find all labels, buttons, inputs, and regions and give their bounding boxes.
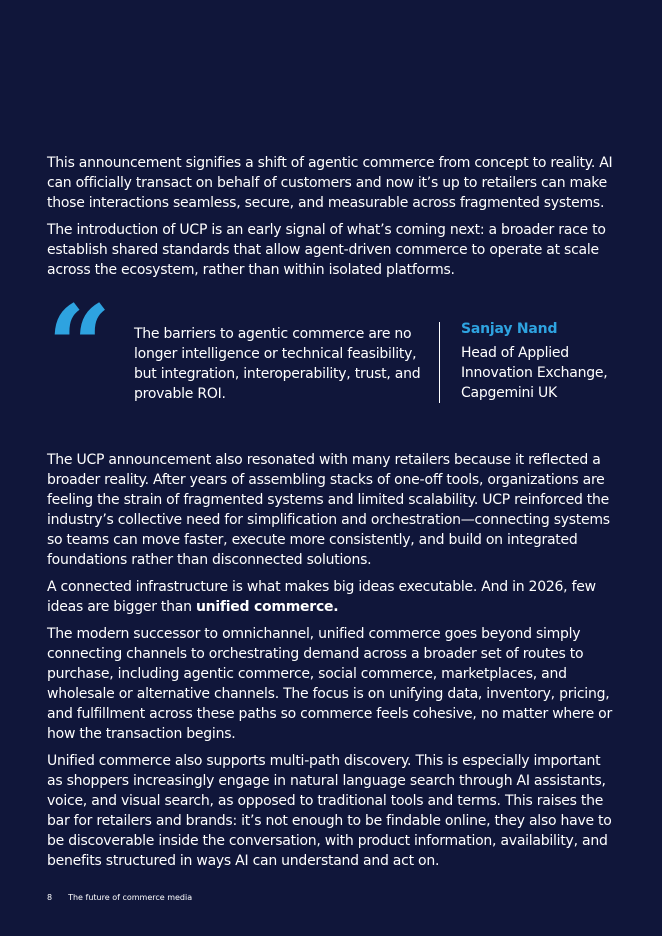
quote-author-name: Sanjay Nand bbox=[461, 321, 558, 337]
quote-text: The barriers to agentic commerce are no longer intelligence or technical feasibility, but integration, interoperability, trust, and provable ROI. bbox=[134, 326, 421, 402]
paragraph-announcement: This announcement signifies a shift of agentic commerce from concept to reality. AI can officially transact on behalf of customers and now it’s up to retailers can make those interactions seamless, secure, and measurable across fragmented systems. bbox=[47, 155, 613, 211]
paragraph-ucp-intro: The introduction of UCP is an early signal of what’s coming next: a broader race to establish shared standards that allow agent-driven commerce to operate at scale across the ecosystem, rather than within isolated platforms. bbox=[47, 222, 606, 278]
paragraph-bold-text: unified commerce. bbox=[195, 599, 339, 615]
pull-quote bbox=[47, 282, 617, 450]
quote-attribution bbox=[461, 319, 621, 403]
quote-author-title: Head of Applied Innovation Exchange, Capgemini UK bbox=[461, 345, 608, 401]
quote-divider bbox=[439, 322, 440, 403]
paragraph-lead-text: A connected infrastructure is what makes big ideas executable. And in 2026, few ideas are bigger than bbox=[47, 579, 596, 615]
article-body bbox=[47, 153, 617, 878]
paragraph-omnichannel: The modern successor to omnichannel, unified commerce goes beyond simply connecting channels to orchestrating demand across a broader set of routes to purchase, including agentic commerce, social commerce, marketplaces, and wholesale or alternative channels. The focus is on unifying data, inventory, pricing, and fulfillment across these paths so commerce feels cohesive, no matter where or how the transaction begins. bbox=[47, 626, 612, 742]
quote-mark-icon: “ bbox=[47, 282, 112, 413]
page-number: 8 bbox=[47, 893, 53, 902]
paragraph-ucp-resonated: The UCP announcement also resonated with many retailers because it reflected a broader reality. After years of assembling stacks of one-off tools, organizations are feeling the strain of fragmented systems and limited scalability. UCP reinforced the industry’s collective need for simplification and orchestration—connecting systems so teams can move faster, execute more consistently, and build on integrated foundations rather than disconnected solutions. bbox=[47, 452, 610, 568]
page-footer bbox=[47, 892, 192, 904]
paragraph-multipath-discovery: Unified commerce also supports multi-path discovery. This is especially important as shoppers increasingly engage in natural language search through AI assistants, voice, and visual search, as opposed to traditional tools and terms. This raises the bar for retailers and brands: it’s not enough to be findable online, they also have to be discoverable inside the conversation, with product information, availability, and benefits structured in ways AI can understand and act on. bbox=[47, 753, 612, 869]
footer-title: The future of commerce media bbox=[68, 893, 193, 902]
paragraph-connected-infrastructure bbox=[47, 577, 617, 617]
